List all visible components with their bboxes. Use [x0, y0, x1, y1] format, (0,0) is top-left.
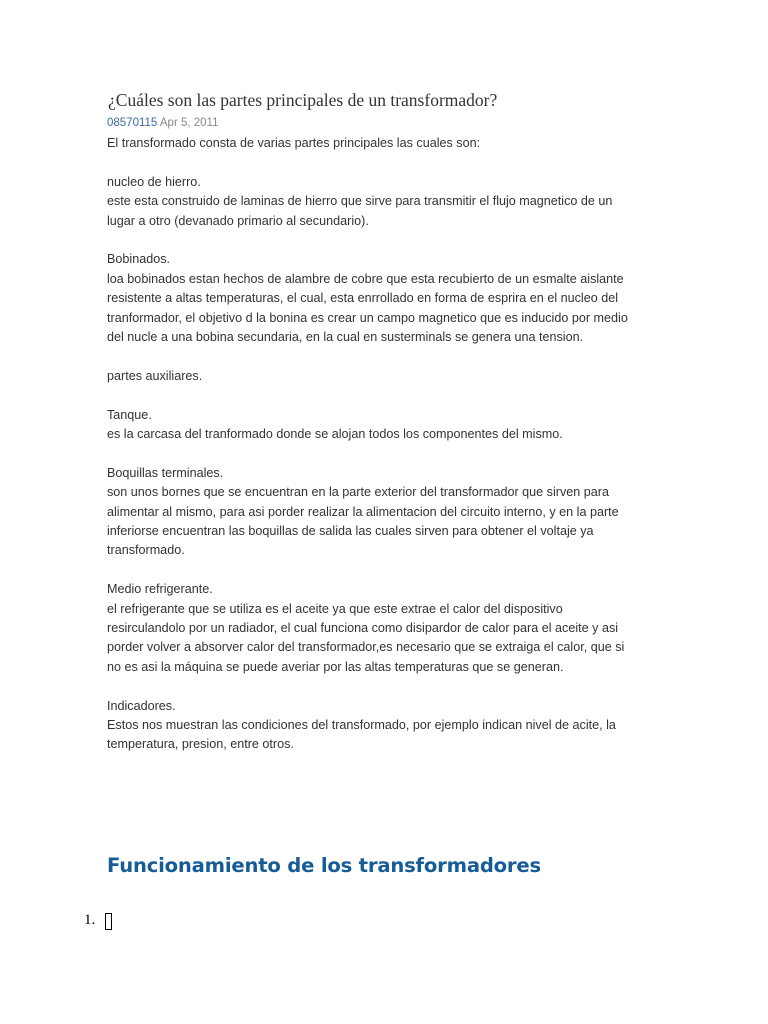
answer-line	[107, 561, 652, 580]
missing-glyph-box	[105, 913, 112, 930]
answer-line: Tanque.	[107, 407, 152, 422]
section-heading: Funcionamiento de los transformadores	[107, 854, 541, 877]
list-item-number: 1.	[84, 912, 96, 928]
answer-line: nucleo de hierro.	[107, 174, 201, 189]
answer-line	[107, 231, 652, 250]
answer-line: alimentar al mismo, para asi porder realizar la alimentacion del circuito interno, y en la parte	[107, 504, 619, 519]
answer-line: partes auxiliares.	[107, 368, 203, 383]
post-date: Apr 5, 2011	[159, 117, 219, 129]
answer-line	[107, 386, 652, 405]
question-title: ¿Cuáles son las partes principales de un transformador?	[108, 90, 498, 110]
answer-line	[107, 677, 652, 696]
answer-body	[107, 134, 652, 755]
answer-line: loa bobinados estan hechos de alambre de cobre que esta recubierto de un esmalte aislante	[107, 271, 624, 286]
answer-line: son unos bornes que se encuentran en la parte exterior del transformador que sirven para	[107, 485, 609, 500]
answer-line: inferiorse encuentran las boquillas de salida las cuales sirven para obtener el voltaje ya	[107, 524, 594, 539]
answer-line: El transformado consta de varias partes principales las cuales son:	[107, 136, 481, 150]
author-link[interactable]: 08570115	[107, 117, 158, 129]
answer-line: resistente a altas temperaturas, el cual, esta enrrollado en forma de esprira en el nucleo del	[107, 291, 619, 306]
answer-line: resirculandolo por un radiador, el cual funciona como disipardor de calor para el aceite y asi	[107, 621, 619, 636]
answer-line: temperatura, presion, entre otros.	[107, 737, 294, 752]
answer-line: Bobinados.	[107, 252, 171, 267]
answer-line: es la carcasa del tranformado donde se alojan todos los componentes del mismo.	[107, 427, 563, 442]
answer-line: no es asi la máquina se puede averiar por las altas temperaturas que se generan.	[107, 659, 564, 674]
answer-line: Boquillas terminales.	[107, 465, 224, 480]
answer-line: este esta construido de laminas de hierro que sirve para transmitir el flujo magnetico de un	[107, 194, 613, 209]
answer-line: Medio refrigerante.	[107, 582, 213, 597]
answer-line	[107, 153, 652, 172]
answer-line	[107, 444, 652, 463]
post-meta	[107, 117, 218, 129]
answer-line: tranformador, el objetivo d la bonina es crear un campo magnetico que es inducido por medio	[107, 310, 628, 325]
answer-line	[107, 347, 652, 366]
answer-line: transformado.	[107, 543, 185, 558]
answer-line: el refrigerante que se utiliza es el aceite ya que este extrae el calor del dispositivo	[107, 601, 563, 616]
answer-line: Estos nos muestran las condiciones del transformado, por ejemplo indican nivel de acite, la	[107, 718, 616, 733]
answer-line: del nucle a una bobina secundaria, en la cual en susterminals se genera una tension.	[107, 330, 584, 345]
answer-line: porder volver a absorver calor del transformador,es necesario que se extraiga el calor, que si	[107, 640, 625, 655]
answer-line: lugar a otro (devanado primario al secundario).	[107, 213, 369, 228]
answer-line: Indicadores.	[107, 698, 176, 713]
